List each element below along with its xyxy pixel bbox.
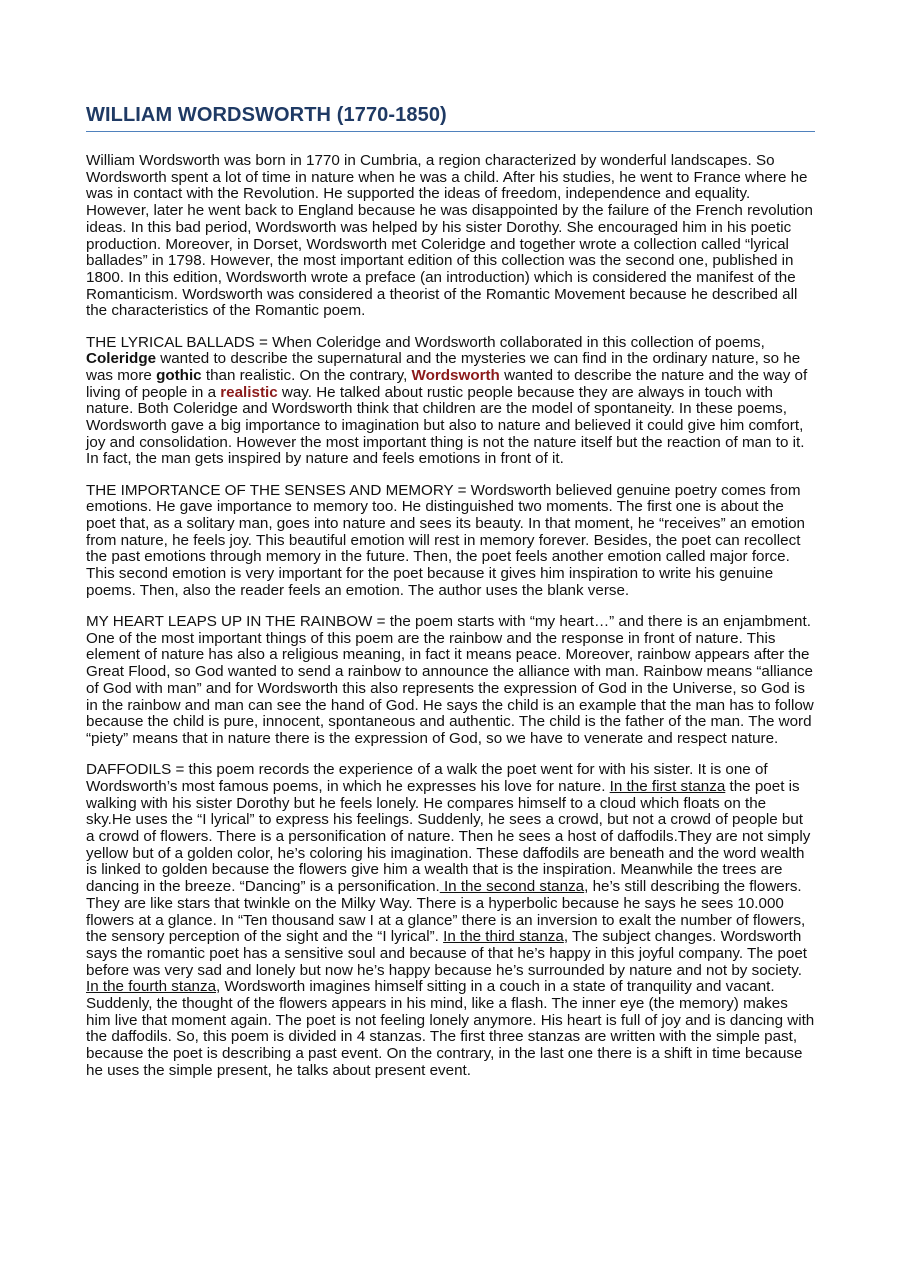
document-page	[86, 104, 815, 1080]
text-segment: the poet is walking with his sister Dorothy but he feels lonely. He compares himself to a cloud which floats on the sky.He uses the “I lyrical” to express his feelings. Suddenly, he sees a crowd, but not a crowd of people but a crowd of flowers. There is a personification of nature. Then he sees a host of daffodils.They are not simply yellow but of a golden color, he’s coloring his imagination. These daffodils are beneath and the word wealth is linked to golden because the flowers give him a wealth that is the inspiration. Meanwhile the trees are dancing in the breeze. “Dancing” is a personification.	[86, 777, 811, 896]
paragraph-biography: William Wordsworth was born in 1770 in Cumbria, a region characterized by wonderful landscapes. So Wordsworth spent a lot of time in nature when he was a child. After his studies, he went to France where he was in contact with the Revolution. He supported the ideas of freedom, independence and equality. However, later he went back to England because he was disappointed by the failure of the French revolution ideas. In this bad period, Wordsworth was helped by his sister Dorothy. She encouraged him in his poetic production. Moreover, in Dorset, Wordsworth met Coleridge and together wrote a collection called “lyrical ballades” in 1798. However, the most important edition of this collection was the second one, published in 1800. In this edition, Wordsworth wrote a preface (an introduction) which is considered the manifest of the Romanticism. Wordsworth was considered a theorist of the Romantic Movement because he described all the characteristics of the Romantic poem.	[86, 152, 813, 320]
text-segment: than realistic. On the contrary,	[201, 366, 412, 384]
paragraph-rainbow: MY HEART LEAPS UP IN THE RAINBOW = the poem starts with “my heart…” and there is an enjambment. One of the most important things of this poem are the rainbow and the response in front of nature. This element of nature has also a religious meaning, in fact it means peace. Moreover, rainbow appears after the Great Flood, so God wanted to send a rainbow to announce the alliance with man. Rainbow means “alliance of God with man” and for Wordsworth this also represents the expression of God in the Universe, so God is in the rainbow and man can see the hand of God. He says the child is an example that the man has to follow because the child is pure, innocent, spontaneous and authentic. The child is the father of the man. The word “piety” means that in nature there is the expression of God, so we have to venerate and respect nature.	[86, 613, 814, 747]
text-segment: way. He talked about rustic people because they are always in touch with nature. Both Coleridge and Wordsworth think that children are the model of spontaneity. In these poems, Wordsworth gave a big importance to imagination but also to nature and believed it could give him comfort, joy and consolidation. However the most important thing is not the nature itself but the reaction of man to it. In fact, the man gets inspired by nature and feels emotions in front of it.	[86, 383, 805, 468]
emphasis-gothic: gothic	[156, 366, 202, 384]
paragraph-senses-memory: THE IMPORTANCE OF THE SENSES AND MEMORY = Wordsworth believed genuine poetry comes from emotions. He gave importance to memory too. He distinguished two moments. The first one is about the poet that, as a solitary man, goes into nature and sees its beauty. In that moment, he “receives” an emotion from nature, he feels joy. This beautiful emotion will rest in memory forever. Besides, the poet can recollect the past emotions through memory in the future. Then, the poet feels another emotion called major force. This second emotion is very important for the poet because it gives him inspiration to write his genuine poems. Then, also the reader feels an emotion. The author uses the blank verse.	[86, 481, 805, 599]
text-segment: THE LYRICAL BALLADS = When Coleridge and Wordsworth collaborated in this collection of poems,	[86, 333, 765, 351]
text-segment: wanted to describe the nature and the way of living of people in a	[86, 366, 808, 401]
underline-first-stanza: In the first stanza	[609, 777, 726, 795]
text-segment: DAFFODILS = this poem records the experience of a walk the poet went for with his sister. It is one of Wordsworth’s most famous poems, in which he expresses his love for nature.	[86, 761, 768, 795]
underline-second-stanza: In the second stanza	[439, 878, 585, 896]
text-segment: wanted to describe the supernatural and the mysteries we can find in the ordinary nature, so he was more	[86, 350, 801, 384]
text-segment: , he’s still describing the flowers. They are like stars that twinkle on the Milky Way. There is a hyperbolic because he says he sees 10.000 flowers at a glance. In “Ten thousand saw I at a glance” there is an inversion to exalt the number of flowers, the sensory perception of the sight and the “I lyrical”.	[86, 878, 806, 946]
page-title: WILLIAM WORDSWORTH (1770-1850)	[86, 104, 815, 132]
underline-third-stanza: In the third stanza	[443, 928, 564, 946]
emphasis-coleridge: Coleridge	[86, 350, 157, 368]
underline-fourth-stanza: In the fourth stanza	[86, 978, 217, 996]
emphasis-wordsworth: Wordsworth	[411, 366, 500, 384]
paragraph-lyrical-ballads	[86, 335, 815, 469]
text-segment: , Wordsworth imagines himself sitting in a couch in a state of tranquility and vacant. Suddenly, the thought of the flowers appears in his mind, like a flash. The inner eye (the memory) makes him live that moment again. The poet is not feeling lonely anymore. His heart is full of joy and is dancing with the daffodils. So, this poem is divided in 4 stanzas. The first three stanzas are written with the simple past, because the poet is describing a past event. On the contrary, in the last one there is a shift in time because he uses the simple present, he talks about present event.	[86, 978, 815, 1079]
emphasis-realistic: realistic	[220, 383, 278, 401]
text-segment: , The subject changes. Wordsworth says the romantic poet has a sensitive soul and because of that he’s happy in this joyful company. The poet before was very sad and lonely but now he’s happy because he’s surrounded by nature and not by society.	[86, 928, 807, 979]
paragraph-daffodils	[86, 762, 815, 1079]
